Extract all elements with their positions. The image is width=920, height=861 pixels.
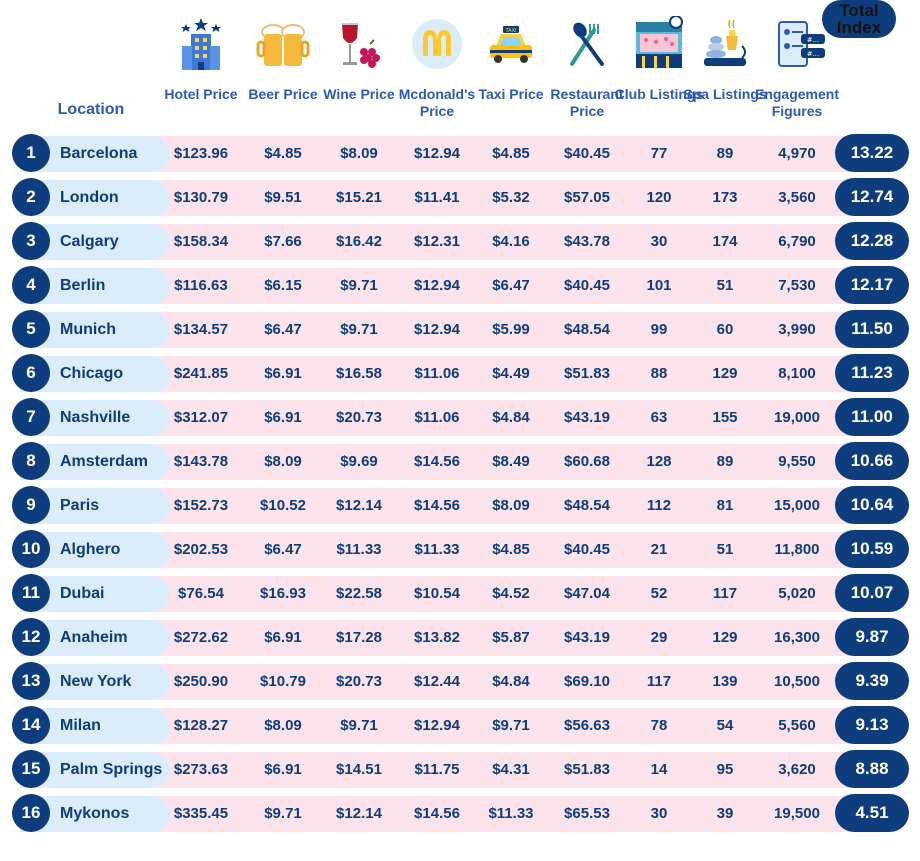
taxi-price-cell: $4.84 [492,673,530,690]
beer-price-cell: $6.91 [264,365,302,382]
mcdonalds-price-cell: $12.94 [414,717,460,734]
taxi-price-cell: $8.49 [492,453,530,470]
header-restaurant-price: Restaurant Price [550,86,624,119]
spa-listings-cell: 155 [712,409,738,426]
spa-listings-cell: 89 [716,453,734,470]
club-listings-cell: 99 [650,321,668,338]
wine-price-cell: $12.14 [336,497,382,514]
rank-badge: 9 [12,486,50,524]
wine-price-cell: $8.09 [340,145,378,162]
table-row [0,486,920,526]
location-name: Paris [60,497,100,514]
club-listings-cell: 21 [650,541,668,558]
hotel-price-cell: $116.63 [174,277,228,294]
total-index-badge: 12.17 [835,266,909,304]
hotel-price-cell: $76.54 [178,585,224,602]
header-spa-listings: Spa Listings [683,86,767,102]
mcdonalds-price-cell: $12.94 [414,145,460,162]
hotel-price-cell: $158.34 [173,233,229,250]
wine-price-cell: $12.14 [336,805,382,822]
table-row [0,442,920,482]
club-listings-cell: 30 [650,805,668,822]
restaurant-price-cell: $65.53 [564,805,610,822]
club-listings-cell: 14 [650,761,668,778]
header-beer-price: Beer Price [248,86,318,102]
total-index-badge: 10.64 [835,486,909,524]
wine-price-cell: $9.71 [340,717,378,734]
club-listings-cell: 77 [650,145,668,162]
wine-price-cell: $9.71 [340,277,378,294]
beer-price-cell: $9.51 [264,189,302,206]
total-index-badge: 10.59 [835,530,909,568]
taxi-price-cell: $4.49 [492,365,530,382]
table-row [0,662,920,702]
spa-listings-cell: 51 [716,541,734,558]
rank-badge: 15 [12,750,50,788]
rank-badge: 7 [12,398,50,436]
beer-price-cell: $6.15 [264,277,302,294]
wine-icon [332,16,386,72]
spa-listings-cell: 95 [716,761,734,778]
beer-price-cell: $6.47 [264,541,302,558]
club-listings-cell: 128 [646,453,672,470]
mcdonalds-price-cell: $14.56 [414,805,460,822]
location-name: Alghero [60,541,121,558]
hotel-price-cell: $312.07 [173,409,229,426]
wine-price-cell: $14.51 [336,761,382,778]
engagement-figures-cell: 6,790 [778,233,816,250]
mcdonalds-price-cell: $11.06 [414,365,460,382]
hotel-price-cell: $335.45 [173,805,229,822]
club-icon [632,16,686,72]
spa-listings-cell: 39 [716,805,734,822]
engagement-figures-cell: 7,530 [778,277,816,294]
hotel-icon [174,16,228,72]
spa-listings-cell: 117 [712,585,738,602]
taxi-price-cell: $4.84 [492,409,530,426]
total-index-badge: 11.23 [835,354,909,392]
wine-price-cell: $22.58 [336,585,382,602]
table-header [0,0,920,130]
engagement-figures-cell: 11,800 [774,541,820,558]
spa-listings-cell: 129 [712,629,738,646]
beer-price-cell: $10.79 [260,673,306,690]
taxi-price-cell: $5.99 [492,321,530,338]
location-name: Mykonos [60,805,130,822]
rank-badge: 12 [12,618,50,656]
club-listings-cell: 78 [650,717,668,734]
total-index-badge: 10.66 [835,442,909,480]
beer-price-cell: $6.91 [264,629,302,646]
mcdonalds-price-cell: $11.75 [414,761,460,778]
total-index-badge: 9.87 [835,618,909,656]
beer-price-cell: $16.93 [260,585,306,602]
restaurant-price-cell: $40.45 [564,145,610,162]
beer-price-cell: $10.52 [260,497,306,514]
hotel-price-cell: $272.62 [173,629,229,646]
rank-badge: 14 [12,706,50,744]
restaurant-price-cell: $48.54 [564,497,610,514]
spa-listings-cell: 129 [712,365,738,382]
header-total-index: Total Index [822,0,896,38]
mcdonalds-price-cell: $12.31 [414,233,460,250]
restaurant-price-cell: $43.19 [564,629,610,646]
engagement-figures-cell: 19,000 [774,409,820,426]
total-index-badge: 8.88 [835,750,909,788]
total-index-badge: 4.51 [835,794,909,832]
table-row [0,310,920,350]
svg-text:TAXI: TAXI [505,28,517,34]
taxi-price-cell: $11.33 [488,805,534,822]
restaurant-price-cell: $43.19 [564,409,610,426]
total-index-badge: 12.28 [835,222,909,260]
spa-listings-cell: 60 [716,321,734,338]
mcdonalds-icon [410,16,464,72]
rank-badge: 1 [12,134,50,172]
header-wine-price: Wine Price [323,86,395,102]
hotel-price-cell: $273.63 [173,761,229,778]
rank-badge: 16 [12,794,50,832]
engagement-figures-cell: 8,100 [778,365,816,382]
wine-price-cell: $16.58 [336,365,382,382]
taxi-icon [484,16,538,72]
mcdonalds-price-cell: $14.56 [414,497,460,514]
location-name: Anaheim [60,629,128,646]
table-row [0,266,920,306]
engagement-figures-cell: 9,550 [778,453,816,470]
spa-icon [698,16,752,72]
restaurant-price-cell: $60.68 [564,453,610,470]
restaurant-price-cell: $40.45 [564,277,610,294]
restaurant-price-cell: $69.10 [564,673,610,690]
wine-price-cell: $9.69 [340,453,378,470]
table-row [0,618,920,658]
location-name: Berlin [60,277,106,294]
header-hotel-price: Hotel Price [164,86,238,102]
table-row [0,178,920,218]
beer-icon [256,16,310,72]
club-listings-cell: 101 [646,277,672,294]
rank-badge: 4 [12,266,50,304]
rank-badge: 8 [12,442,50,480]
beer-price-cell: $6.91 [264,761,302,778]
wine-price-cell: $20.73 [336,409,382,426]
table-row [0,222,920,262]
total-index-badge: 13.22 [835,134,909,172]
location-name: Chicago [60,365,124,382]
location-name: London [60,189,119,206]
hotel-price-cell: $202.53 [173,541,229,558]
table-row [0,574,920,614]
table-row [0,794,920,834]
hotel-price-cell: $123.96 [173,145,229,162]
beer-price-cell: $6.47 [264,321,302,338]
spa-listings-cell: 54 [716,717,734,734]
engagement-figures-cell: 3,620 [778,761,816,778]
location-name: Dubai [60,585,105,602]
spa-listings-cell: 89 [716,145,734,162]
wine-price-cell: $15.21 [336,189,382,206]
hotel-price-cell: $134.57 [173,321,229,338]
beer-price-cell: $9.71 [264,805,302,822]
total-index-badge: 10.07 [835,574,909,612]
table-row [0,134,920,174]
engagement-figures-cell: 3,990 [778,321,816,338]
location-name: Nashville [60,409,131,426]
wine-price-cell: $11.33 [336,541,382,558]
rank-badge: 10 [12,530,50,568]
rank-badge: 2 [12,178,50,216]
club-listings-cell: 117 [646,673,672,690]
location-name: Calgary [60,233,119,250]
taxi-price-cell: $4.85 [492,145,530,162]
mcdonalds-price-cell: $12.44 [414,673,460,690]
location-name: Palm Springs [60,761,163,778]
engagement-figures-cell: 16,300 [774,629,820,646]
taxi-price-cell: $5.87 [492,629,530,646]
total-index-badge: 11.50 [835,310,909,348]
taxi-price-cell: $8.09 [492,497,530,514]
beer-price-cell: $7.66 [264,233,302,250]
club-listings-cell: 52 [650,585,668,602]
engagement-figures-cell: 3,560 [778,189,816,206]
taxi-price-cell: $5.32 [492,189,530,206]
header-engagement-figures: Engagement Figures [754,86,839,119]
taxi-price-cell: $4.31 [492,761,530,778]
taxi-price-cell: $4.52 [492,585,530,602]
table-row [0,530,920,570]
table-row [0,354,920,394]
taxi-price-cell: $6.47 [492,277,530,294]
hotel-price-cell: $241.85 [173,365,229,382]
total-index-badge: 12.74 [835,178,909,216]
restaurant-price-cell: $48.54 [564,321,610,338]
hotel-price-cell: $152.73 [173,497,229,514]
spa-listings-cell: 139 [712,673,738,690]
wine-price-cell: $16.42 [336,233,382,250]
table-row [0,398,920,438]
engagement-figures-cell: 15,000 [774,497,820,514]
location-name: Milan [60,717,101,734]
restaurant-price-cell: $40.45 [564,541,610,558]
restaurant-price-cell: $51.83 [564,365,610,382]
rank-badge: 3 [12,222,50,260]
location-name: Amsterdam [60,453,149,470]
total-index-badge: 9.13 [835,706,909,744]
wine-price-cell: $17.28 [336,629,382,646]
mcdonalds-price-cell: $12.94 [414,277,460,294]
mcdonalds-price-cell: $11.33 [414,541,460,558]
location-name: Munich [60,321,116,338]
total-index-badge: 11.00 [835,398,909,436]
mcdonalds-price-cell: $11.06 [414,409,460,426]
club-listings-cell: 88 [650,365,668,382]
beer-price-cell: $8.09 [264,453,302,470]
svg-text:#...: #... [806,50,820,58]
beer-price-cell: $6.91 [264,409,302,426]
beer-price-cell: $4.85 [264,145,302,162]
restaurant-price-cell: $56.63 [564,717,610,734]
engagement-figures-cell: 5,560 [778,717,816,734]
spa-listings-cell: 174 [712,233,738,250]
engagement-figures-cell: 19,500 [774,805,820,822]
spa-listings-cell: 51 [716,277,734,294]
taxi-price-cell: $4.16 [492,233,530,250]
restaurant-price-cell: $47.04 [564,585,610,602]
total-index-badge: 9.39 [835,662,909,700]
club-listings-cell: 120 [646,189,672,206]
club-listings-cell: 30 [650,233,668,250]
mcdonalds-price-cell: $10.54 [414,585,460,602]
location-name: New York [60,673,132,690]
club-listings-cell: 112 [646,497,672,514]
mcdonalds-price-cell: $11.41 [414,189,460,206]
hotel-price-cell: $250.90 [173,673,229,690]
location-name: Barcelona [60,145,138,162]
engagement-icon [773,16,827,72]
table-row [0,750,920,790]
spa-listings-cell: 81 [716,497,734,514]
header-club-listings: Club Listings [614,86,704,102]
header-taxi-price: Taxi Price [478,86,544,102]
header-location: Location [57,101,125,118]
club-listings-cell: 63 [650,409,668,426]
restaurant-icon [560,16,614,72]
svg-text:#...: #... [806,36,820,44]
rank-badge: 13 [12,662,50,700]
restaurant-price-cell: $51.83 [564,761,610,778]
mcdonalds-price-cell: $12.94 [414,321,460,338]
wine-price-cell: $9.71 [340,321,378,338]
rank-badge: 11 [12,574,50,612]
engagement-figures-cell: 10,500 [774,673,820,690]
wine-price-cell: $20.73 [336,673,382,690]
table-row [0,706,920,746]
hotel-price-cell: $128.27 [173,717,229,734]
hotel-price-cell: $143.78 [173,453,229,470]
taxi-price-cell: $4.85 [492,541,530,558]
beer-price-cell: $8.09 [264,717,302,734]
club-listings-cell: 29 [650,629,668,646]
restaurant-price-cell: $43.78 [564,233,610,250]
mcdonalds-price-cell: $14.56 [414,453,460,470]
taxi-price-cell: $9.71 [492,717,530,734]
engagement-figures-cell: 4,970 [778,145,816,162]
header-mcdonalds-price: Mcdonald's Price [398,86,476,119]
rank-badge: 5 [12,310,50,348]
rank-badge: 6 [12,354,50,392]
mcdonalds-price-cell: $13.82 [414,629,460,646]
hotel-price-cell: $130.79 [173,189,229,206]
engagement-figures-cell: 5,020 [778,585,816,602]
restaurant-price-cell: $57.05 [564,189,610,206]
spa-listings-cell: 173 [712,189,738,206]
